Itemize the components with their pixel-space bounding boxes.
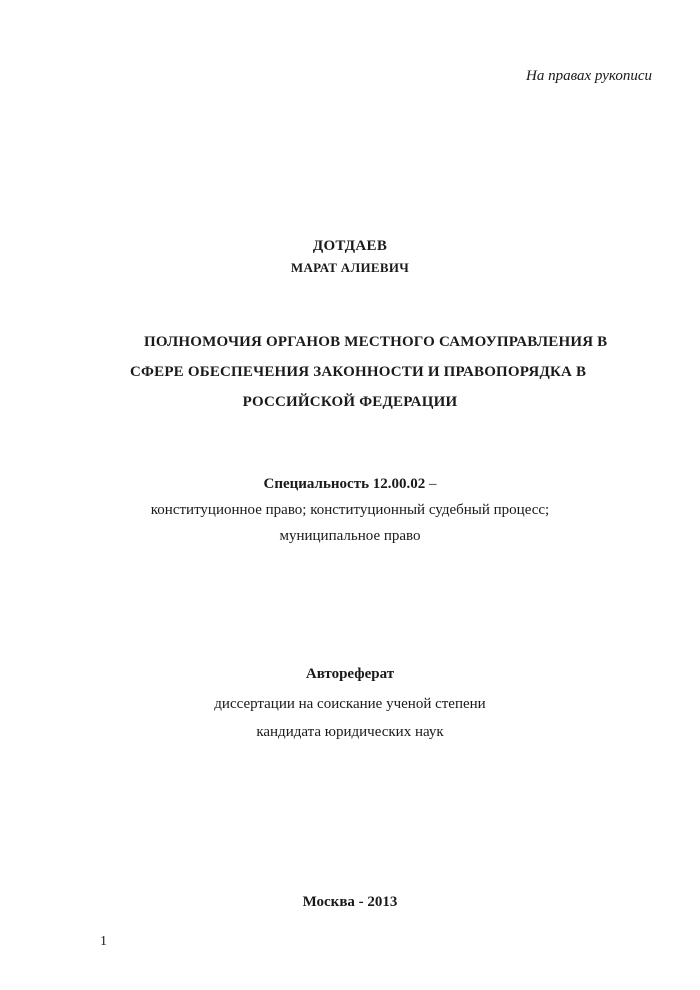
abstract-line-1: диссертации на соискание ученой степени (214, 696, 486, 712)
manuscript-rights-note: На правах рукописи (526, 68, 652, 84)
author-given-names: МАРАТ АЛИЕВИЧ (290, 260, 410, 275)
page-number: 1 (100, 934, 107, 949)
specialty-line-2: муниципальное право (279, 528, 421, 544)
specialty-code: Специальность 12.00.02 (263, 476, 426, 492)
thesis-title-line-1: ПОЛНОМОЧИЯ ОРГАНОВ МЕСТНОГО САМОУПРАВЛЕНИЯ В (144, 334, 608, 350)
specialty-dash: – (425, 476, 437, 492)
specialty-heading (0, 476, 700, 493)
thesis-title-line-3: РОССИЙСКОЙ ФЕДЕРАЦИИ (242, 394, 458, 410)
thesis-title-line-2: СФЕРЕ ОБЕСПЕЧЕНИЯ ЗАКОННОСТИ И ПРАВОПОРЯДКА В (130, 364, 587, 380)
author-surname: ДОТДАЕВ (312, 238, 388, 254)
specialty-line-1: конституционное право; конституционный судебный процесс; (150, 502, 550, 518)
abstract-line-2: кандидата юридических наук (256, 724, 444, 740)
abstract-title: Автореферат (305, 666, 395, 682)
city-year: Москва - 2013 (302, 894, 398, 910)
